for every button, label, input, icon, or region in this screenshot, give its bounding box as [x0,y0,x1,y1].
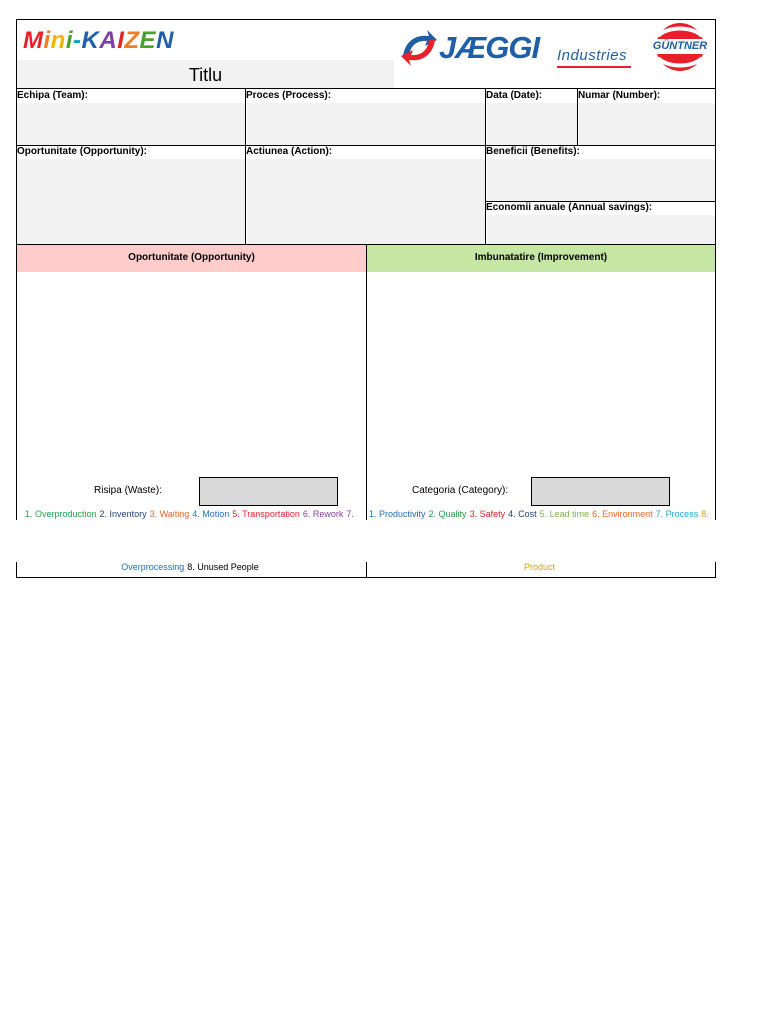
brand-letter: Z [124,27,140,54]
brand-letter: E [139,27,157,54]
legend-item: 7. [346,509,354,519]
opportunity-panel-title: Oportunitate (Opportunity) [128,252,255,263]
opportunity-label: Oportunitate (Opportunity): [17,146,147,157]
action-field[interactable] [247,159,485,244]
legend-item: 5. Transportation [232,509,300,519]
legend-item: 1. Productivity [369,509,426,519]
number-field[interactable] [579,103,715,145]
brand-letter: K [81,27,100,54]
savings-field[interactable] [487,215,715,244]
team-label: Echipa (Team): [17,90,88,101]
category-legend-continued [367,562,715,573]
team-field[interactable] [17,103,245,145]
category-label: Categoria (Category): [412,485,509,496]
legend-item: 6. Environment [592,509,653,519]
brand-letter: A [99,27,118,54]
kaizen-sheet [16,19,716,578]
bottom-border [16,577,716,578]
category-legend [369,509,712,520]
waste-legend [25,509,357,520]
date-label: Data (Date): [486,90,543,101]
legend-item: 7. Process [655,509,699,519]
benefits-label: Beneficii (Benefits): [486,146,580,157]
process-label: Proces (Process): [246,90,332,101]
brand-letter: i [65,27,74,54]
bottom-left-edge [16,562,17,578]
process-field[interactable] [247,103,485,145]
legend-item: 4. Motion [192,509,230,519]
legend-item: Product [523,562,556,572]
brand-letter: i [43,27,51,54]
waste-legend-continued [17,562,366,573]
improvement-panel-title: Imbunatatire (Improvement) [474,252,608,263]
legend-item: 8. [701,509,709,519]
number-label: Numar (Number): [578,90,661,101]
jaeggi-arrows-icon [399,26,439,70]
page-title: Titlu [188,65,223,85]
action-label: Actiunea (Action): [246,146,333,157]
brand-title [23,27,174,57]
legend-item: 4. Cost [508,509,537,519]
guntner-wordmark: GÜNTNER [652,40,708,52]
savings-label: Economii anuale (Annual savings): [486,202,653,213]
waste-select[interactable] [199,477,338,506]
brand-letter: - [73,27,82,54]
industries-underline [557,66,631,68]
jaeggi-logo [399,24,639,70]
clipped-gap [14,520,718,562]
header-divider [16,88,716,89]
industries-wordmark: Industries [557,47,628,64]
brand-letter: M [23,27,44,54]
mini-kaizen-logo [23,27,174,54]
legend-item: 2. Inventory [99,509,147,519]
opportunity-field[interactable] [17,159,245,244]
bottom-right-edge [715,562,716,578]
legend-item: 5. Lead time [539,509,590,519]
legend-item: 2. Quality [428,509,467,519]
waste-label: Risipa (Waste): [94,485,162,496]
category-select[interactable] [531,477,670,506]
legend-item: 1. Overproduction [25,509,97,519]
benefits-field[interactable] [487,159,715,201]
legend-item: 6. Rework [302,509,344,519]
brand-letter: N [156,27,174,54]
brand-letter: n [50,27,66,54]
date-field[interactable] [487,103,577,145]
divider-v1 [245,89,246,245]
jaeggi-wordmark: JÆGGI [439,30,540,65]
opportunity-panel-body[interactable] [17,272,366,472]
legend-item: 3. Waiting [149,509,190,519]
improvement-panel-body[interactable] [367,272,715,472]
legend-item: Overprocessing [121,562,185,572]
guntner-logo [648,22,712,72]
brand-letter: I [117,27,125,54]
legend-item: 8. Unused People [187,562,259,572]
divider-v2 [485,89,486,245]
legend-item: 3. Safety [469,509,506,519]
